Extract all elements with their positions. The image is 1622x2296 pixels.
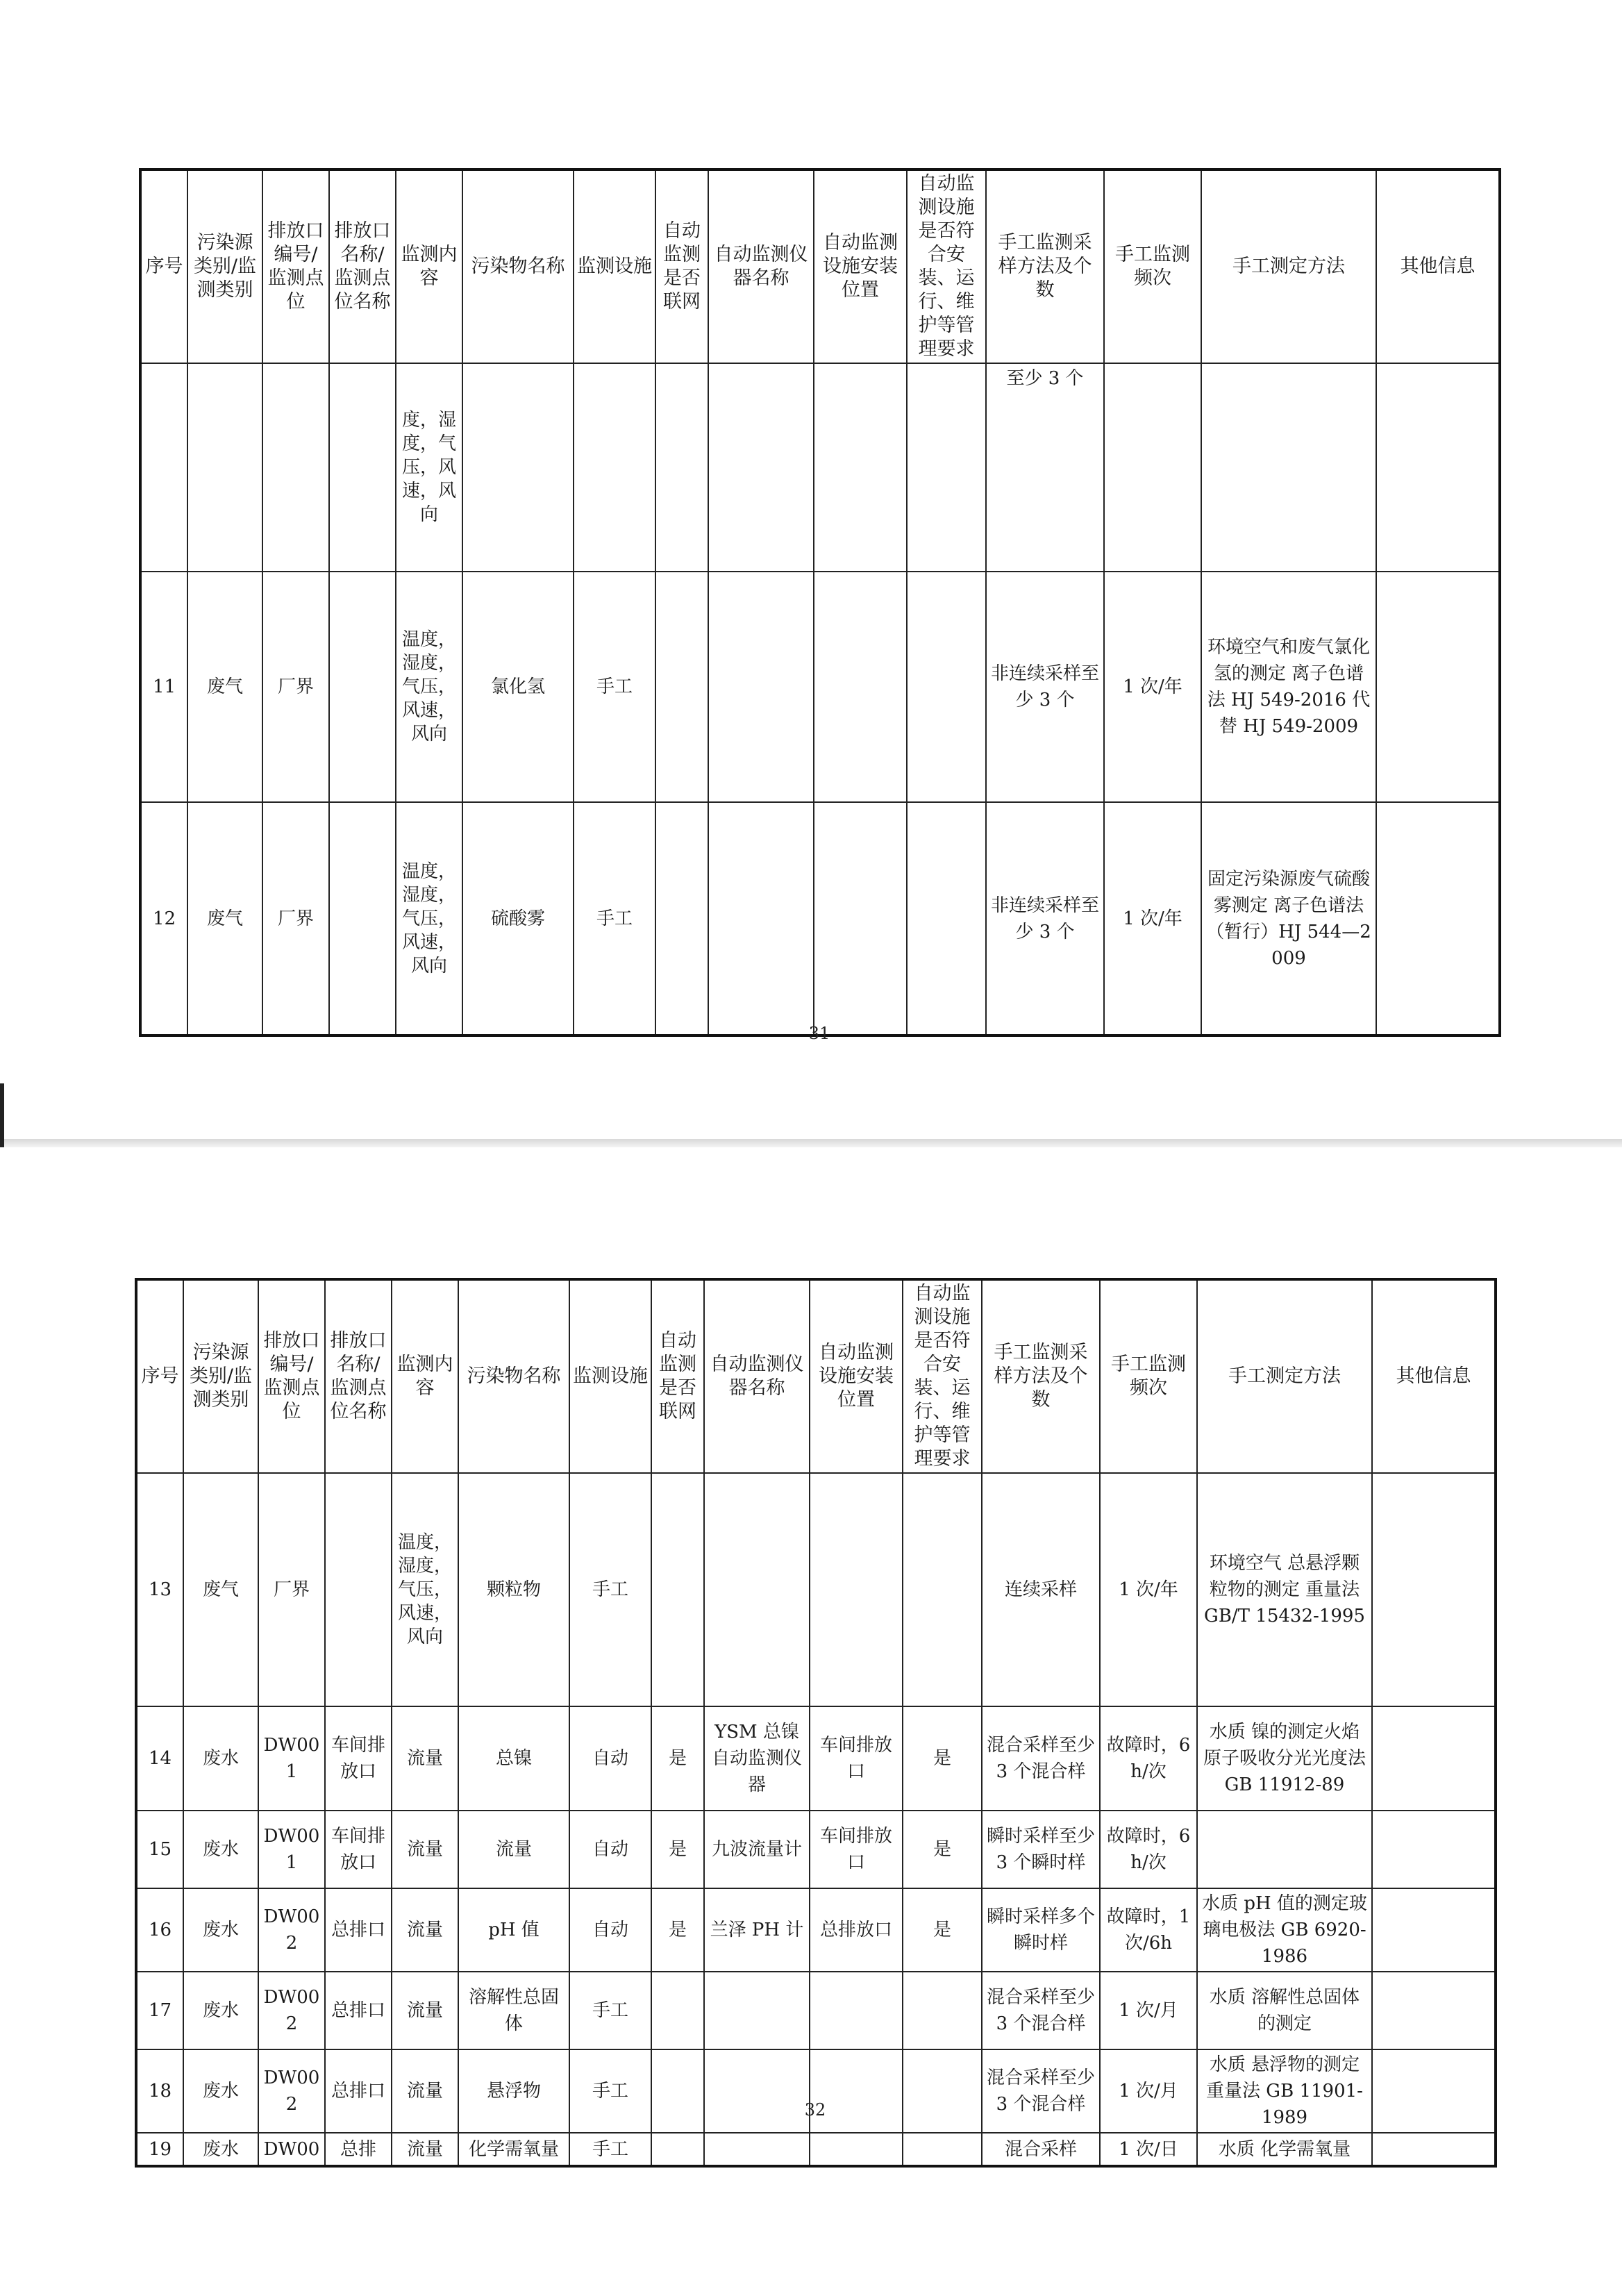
cell-category: 废水: [183, 1706, 258, 1811]
cell-content: 温度，湿度，气压，风速，风向: [396, 802, 462, 1035]
header-install-pos: 自动监测设施安装位置: [814, 169, 907, 363]
table-row: [140, 802, 1500, 1035]
cell-compliant: [903, 1473, 982, 1706]
cell-content: 流量: [392, 1888, 458, 1972]
table-row: [136, 2133, 1496, 2166]
cell-outlet-name: [325, 1473, 392, 1706]
cell-instrument: 兰泽 PH 计: [704, 1888, 810, 1972]
cell-instrument: YSM 总镍自动监测仪器: [704, 1706, 810, 1811]
cell-content: 流量: [392, 1811, 458, 1888]
cell-pollutant: 硫酸雾: [462, 802, 574, 1035]
cell-outlet-id: 厂界: [262, 572, 329, 802]
cell-outlet-name: 车间排放口: [325, 1811, 392, 1888]
cell-category: 废水: [183, 2049, 258, 2133]
cell-outlet-id: DW002: [258, 1972, 325, 2049]
cell-method: 水质 悬浮物的测定 重量法 GB 11901-1989: [1197, 2049, 1372, 2133]
cell-networked: 是: [651, 1811, 704, 1888]
cell-content: 流量: [392, 1972, 458, 2049]
cell-facility: 自动: [569, 1811, 651, 1888]
cell-frequency: 故障时，6h/次: [1100, 1811, 1197, 1888]
cell-other: [1372, 1473, 1496, 1706]
cell-frequency: 1 次/年: [1104, 572, 1201, 802]
cell-networked: [655, 572, 708, 802]
cell-outlet-name: 总排口: [325, 1972, 392, 2049]
cell-other: [1372, 1972, 1496, 2049]
header-networked: 自动监测是否联网: [651, 1279, 704, 1473]
cell-category: 废气: [183, 1473, 258, 1706]
cell-frequency: 故障时，6h/次: [1100, 1706, 1197, 1811]
cell-facility: 手工: [574, 802, 655, 1035]
cell-sampling: 瞬时采样多个瞬时样: [982, 1888, 1100, 1972]
page-seam: [0, 1139, 1622, 1147]
cell-networked: 是: [651, 1888, 704, 1972]
cell-seq: 13: [136, 1473, 183, 1706]
cell-networked: [651, 2133, 704, 2166]
cell-other: [1376, 802, 1500, 1035]
cell-facility: 手工: [569, 1473, 651, 1706]
header-seq: 序号: [136, 1279, 183, 1473]
cell-outlet-name: [329, 802, 396, 1035]
header-pollutant: 污染物名称: [458, 1279, 569, 1473]
cell-other: [1376, 363, 1500, 572]
cell-other: [1372, 1811, 1496, 1888]
cell-content: 流量: [392, 2049, 458, 2133]
cell-pollutant: 化学需氧量: [458, 2133, 569, 2166]
cell-outlet-id: 厂界: [262, 802, 329, 1035]
header-compliant: 自动监测设施是否符合安装、运行、维护等管理要求: [903, 1279, 982, 1473]
cell-method: 环境空气和废气氯化氢的测定 离子色谱法 HJ 549-2016 代替 HJ 549-2009: [1201, 572, 1376, 802]
table-row: [136, 2049, 1496, 2133]
cell-frequency: 1 次/月: [1100, 2049, 1197, 2133]
cell-install-pos: [810, 1972, 903, 2049]
header-seq: 序号: [140, 169, 187, 363]
table-header-row: [140, 169, 1500, 363]
cell-seq: 18: [136, 2049, 183, 2133]
cell-install-pos: 总排放口: [810, 1888, 903, 1972]
cell-content: 流量: [392, 2133, 458, 2166]
cell-install-pos: [810, 2133, 903, 2166]
header-install-pos: 自动监测设施安装位置: [810, 1279, 903, 1473]
cell-compliant: [903, 2133, 982, 2166]
header-content: 监测内容: [396, 169, 462, 363]
monitoring-table-page-31: [139, 168, 1501, 1037]
cell-networked: [651, 1972, 704, 2049]
cell-facility: 自动: [569, 1706, 651, 1811]
page-number: 32: [804, 2100, 826, 2120]
cell-frequency: 1 次/月: [1100, 1972, 1197, 2049]
cell-instrument: [704, 2049, 810, 2133]
header-frequency: 手工监测频次: [1104, 169, 1201, 363]
cell-sampling: 非连续采样至少 3 个: [986, 572, 1104, 802]
table-row: [136, 1473, 1496, 1706]
table-row: [136, 1811, 1496, 1888]
cell-method: [1201, 363, 1376, 572]
cell-method: 固定污染源废气硫酸雾测定 离子色谱法（暂行）HJ 544—2009: [1201, 802, 1376, 1035]
cell-category: 废气: [187, 572, 262, 802]
cell-seq: 11: [140, 572, 187, 802]
cell-sampling: 混合采样至少 3 个混合样: [982, 1972, 1100, 2049]
cell-category: 废水: [183, 1972, 258, 2049]
cell-instrument: [708, 802, 814, 1035]
cell-outlet-id: DW00: [258, 2133, 325, 2166]
cell-seq: 16: [136, 1888, 183, 1972]
cell-outlet-name: 车间排放口: [325, 1706, 392, 1811]
cell-seq: 12: [140, 802, 187, 1035]
cell-seq: 14: [136, 1706, 183, 1811]
cell-instrument: [704, 1972, 810, 2049]
cell-content: 度，湿度，气压，风速，风向: [396, 363, 462, 572]
cell-facility: 自动: [569, 1888, 651, 1972]
cell-method: 水质 镍的测定火焰原子吸收分光光度法 GB 11912-89: [1197, 1706, 1372, 1811]
cell-compliant: [903, 1972, 982, 2049]
cell-outlet-id: DW001: [258, 1706, 325, 1811]
cell-outlet-name: 总排口: [325, 1888, 392, 1972]
cell-facility: [574, 363, 655, 572]
cell-method: 水质 化学需氧量: [1197, 2133, 1372, 2166]
table-row: [136, 1706, 1496, 1811]
table-row: [140, 363, 1500, 572]
cell-facility: 手工: [569, 1972, 651, 2049]
cell-networked: [651, 1473, 704, 1706]
cell-sampling: 非连续采样至少 3 个: [986, 802, 1104, 1035]
header-other: 其他信息: [1372, 1279, 1496, 1473]
cell-compliant: 是: [903, 1811, 982, 1888]
cell-pollutant: 总镍: [458, 1706, 569, 1811]
cell-instrument: 九波流量计: [704, 1811, 810, 1888]
header-instrument: 自动监测仪器名称: [704, 1279, 810, 1473]
cell-install-pos: 车间排放口: [810, 1811, 903, 1888]
cell-install-pos: [814, 802, 907, 1035]
cell-outlet-id: [262, 363, 329, 572]
cell-install-pos: [810, 1473, 903, 1706]
header-pollutant: 污染物名称: [462, 169, 574, 363]
cell-compliant: 是: [903, 1706, 982, 1811]
header-instrument: 自动监测仪器名称: [708, 169, 814, 363]
cell-compliant: [907, 802, 986, 1035]
cell-facility: 手工: [569, 2133, 651, 2166]
cell-compliant: [907, 363, 986, 572]
header-networked: 自动监测是否联网: [655, 169, 708, 363]
cell-facility: 手工: [569, 2049, 651, 2133]
cell-networked: 是: [651, 1706, 704, 1811]
cell-sampling: 至少 3 个: [986, 363, 1104, 572]
cell-seq: 19: [136, 2133, 183, 2166]
cell-install-pos: [814, 572, 907, 802]
header-category: 污染源类别/监测类别: [183, 1279, 258, 1473]
cell-outlet-name: 总排口: [325, 2049, 392, 2133]
cell-outlet-id: DW001: [258, 1811, 325, 1888]
table-row: [140, 572, 1500, 802]
cell-outlet-name: [329, 572, 396, 802]
cell-pollutant: 流量: [458, 1811, 569, 1888]
cell-category: 废水: [183, 1888, 258, 1972]
cell-compliant: [907, 572, 986, 802]
cell-networked: [655, 802, 708, 1035]
cell-method: 环境空气 总悬浮颗粒物的测定 重量法 GB/T 15432-1995: [1197, 1473, 1372, 1706]
cell-method: 水质 pH 值的测定玻璃电极法 GB 6920-1986: [1197, 1888, 1372, 1972]
cell-instrument: [704, 1473, 810, 1706]
header-outlet-id: 排放口编号/监测点位: [258, 1279, 325, 1473]
cell-frequency: 1 次/年: [1100, 1473, 1197, 1706]
cell-compliant: [903, 2049, 982, 2133]
cell-frequency: [1104, 363, 1201, 572]
header-other: 其他信息: [1376, 169, 1500, 363]
header-facility: 监测设施: [569, 1279, 651, 1473]
cell-seq: 17: [136, 1972, 183, 2049]
header-outlet-name: 排放口名称/监测点位名称: [329, 169, 396, 363]
header-method: 手工测定方法: [1201, 169, 1376, 363]
cell-install-pos: [810, 2049, 903, 2133]
cell-instrument: [704, 2133, 810, 2166]
cell-outlet-id: DW002: [258, 2049, 325, 2133]
page-31: [0, 0, 1622, 1139]
cell-pollutant: 悬浮物: [458, 2049, 569, 2133]
cell-pollutant: [462, 363, 574, 572]
cell-instrument: [708, 572, 814, 802]
table-row: [136, 1888, 1496, 1972]
cell-outlet-id: DW002: [258, 1888, 325, 1972]
cell-frequency: 故障时，1 次/6h: [1100, 1888, 1197, 1972]
cell-other: [1372, 1706, 1496, 1811]
cell-content: 温度，湿度，气压，风速，风向: [396, 572, 462, 802]
page-number: 31: [808, 1024, 830, 1043]
cell-other: [1372, 2133, 1496, 2166]
header-content: 监测内容: [392, 1279, 458, 1473]
cell-sampling: 混合采样至少 3 个混合样: [982, 1706, 1100, 1811]
cell-method: [1197, 1811, 1372, 1888]
cell-content: 流量: [392, 1706, 458, 1811]
cell-outlet-id: 厂界: [258, 1473, 325, 1706]
cell-outlet-name: [329, 363, 396, 572]
cell-install-pos: [814, 363, 907, 572]
cell-outlet-name: 总排: [325, 2133, 392, 2166]
header-category: 污染源类别/监测类别: [187, 169, 262, 363]
cell-category: 废水: [183, 1811, 258, 1888]
cell-frequency: 1 次/年: [1104, 802, 1201, 1035]
cell-content: 温度，湿度，气压，风速，风向: [392, 1473, 458, 1706]
cell-facility: 手工: [574, 572, 655, 802]
header-frequency: 手工监测频次: [1100, 1279, 1197, 1473]
cell-networked: [655, 363, 708, 572]
cell-install-pos: 车间排放口: [810, 1706, 903, 1811]
cell-pollutant: pH 值: [458, 1888, 569, 1972]
cell-other: [1376, 572, 1500, 802]
header-facility: 监测设施: [574, 169, 655, 363]
page-32: [0, 1147, 1622, 2296]
cell-frequency: 1 次/日: [1100, 2133, 1197, 2166]
header-compliant: 自动监测设施是否符合安装、运行、维护等管理要求: [907, 169, 986, 363]
table-row: [136, 1972, 1496, 2049]
header-sampling: 手工监测采样方法及个数: [982, 1279, 1100, 1473]
cell-category: 废气: [187, 802, 262, 1035]
cell-instrument: [708, 363, 814, 572]
monitoring-table-page-32: [135, 1278, 1497, 2168]
cell-compliant: 是: [903, 1888, 982, 1972]
cell-pollutant: 氯化氢: [462, 572, 574, 802]
cell-category: [187, 363, 262, 572]
header-outlet-id: 排放口编号/监测点位: [262, 169, 329, 363]
cell-pollutant: 颗粒物: [458, 1473, 569, 1706]
cell-sampling: 瞬时采样至少 3 个瞬时样: [982, 1811, 1100, 1888]
header-sampling: 手工监测采样方法及个数: [986, 169, 1104, 363]
header-outlet-name: 排放口名称/监测点位名称: [325, 1279, 392, 1473]
cell-category: 废水: [183, 2133, 258, 2166]
cell-networked: [651, 2049, 704, 2133]
cell-sampling: 混合采样: [982, 2133, 1100, 2166]
cell-sampling: 连续采样: [982, 1473, 1100, 1706]
header-method: 手工测定方法: [1197, 1279, 1372, 1473]
cell-pollutant: 溶解性总固体: [458, 1972, 569, 2049]
table-header-row: [136, 1279, 1496, 1473]
cell-sampling: 混合采样至少 3 个混合样: [982, 2049, 1100, 2133]
cell-method: 水质 溶解性总固体的测定: [1197, 1972, 1372, 2049]
cell-other: [1372, 2049, 1496, 2133]
cell-seq: [140, 363, 187, 572]
cell-seq: 15: [136, 1811, 183, 1888]
cell-other: [1372, 1888, 1496, 1972]
